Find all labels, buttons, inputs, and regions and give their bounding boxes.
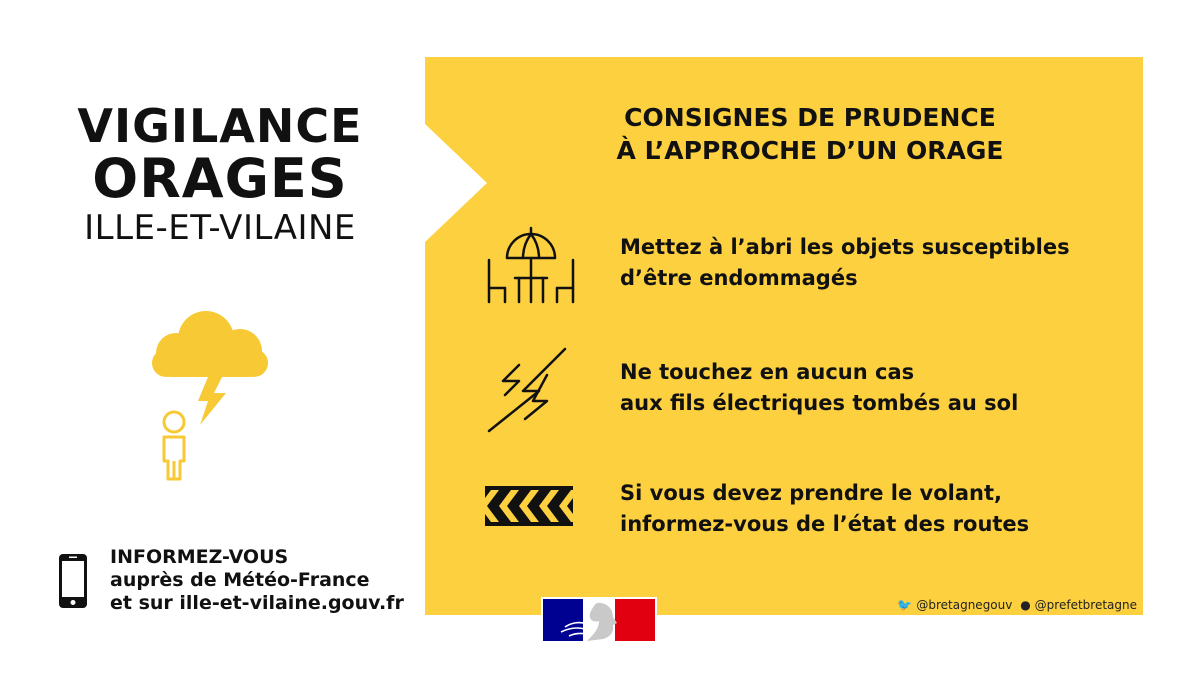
twitter-icon: 🐦 [897,598,913,612]
facebook-icon: ● [1020,598,1031,612]
advice-text-line2: informez-vous de l’état des routes [620,512,1030,536]
storm-person-icon [148,305,273,485]
social-handles [893,598,1137,612]
title-vigilance: VIGILANCE [77,99,363,153]
advice-text-line2: d’être endommagés [620,266,858,290]
twitter-handle[interactable]: @bretagnegouv [916,598,1013,612]
advice-text [620,478,1029,540]
title-department: ILLE-ET-VILAINE [84,208,356,248]
left-column [0,0,425,675]
advice-text [620,357,1018,419]
road-chevron-icon [485,484,573,528]
parasol-terrace-icon [485,220,577,306]
advice-text [620,232,1070,294]
advice-text-line1: Mettez à l’abri les objets susceptibles [620,235,1070,259]
info-line-meteo: auprès de Météo-France [110,569,370,591]
facebook-handle[interactable]: @prefetbretagne [1034,598,1137,612]
info-line-website: et sur ille-et-vilaine.gouv.fr [110,592,404,614]
title-orages: ORAGES [92,147,348,210]
advice-text-line1: Si vous devez prendre le volant, [620,481,1002,505]
smartphone-icon [58,553,88,609]
info-block [110,546,404,615]
advice-text-line1: Ne touchez en aucun cas [620,360,915,384]
republique-francaise-logo [541,597,657,643]
advice-text-line2: aux fils électriques tombés au sol [620,391,1019,415]
panel-title [575,101,1045,167]
panel-notch [425,124,489,242]
panel-title-line2: À L’APPROCHE D’UN ORAGE [616,136,1004,165]
broken-wire-icon [485,345,575,435]
info-heading: INFORMEZ-VOUS [110,546,289,568]
advice-panel [425,57,1143,615]
panel-title-line1: CONSIGNES DE PRUDENCE [624,103,996,132]
